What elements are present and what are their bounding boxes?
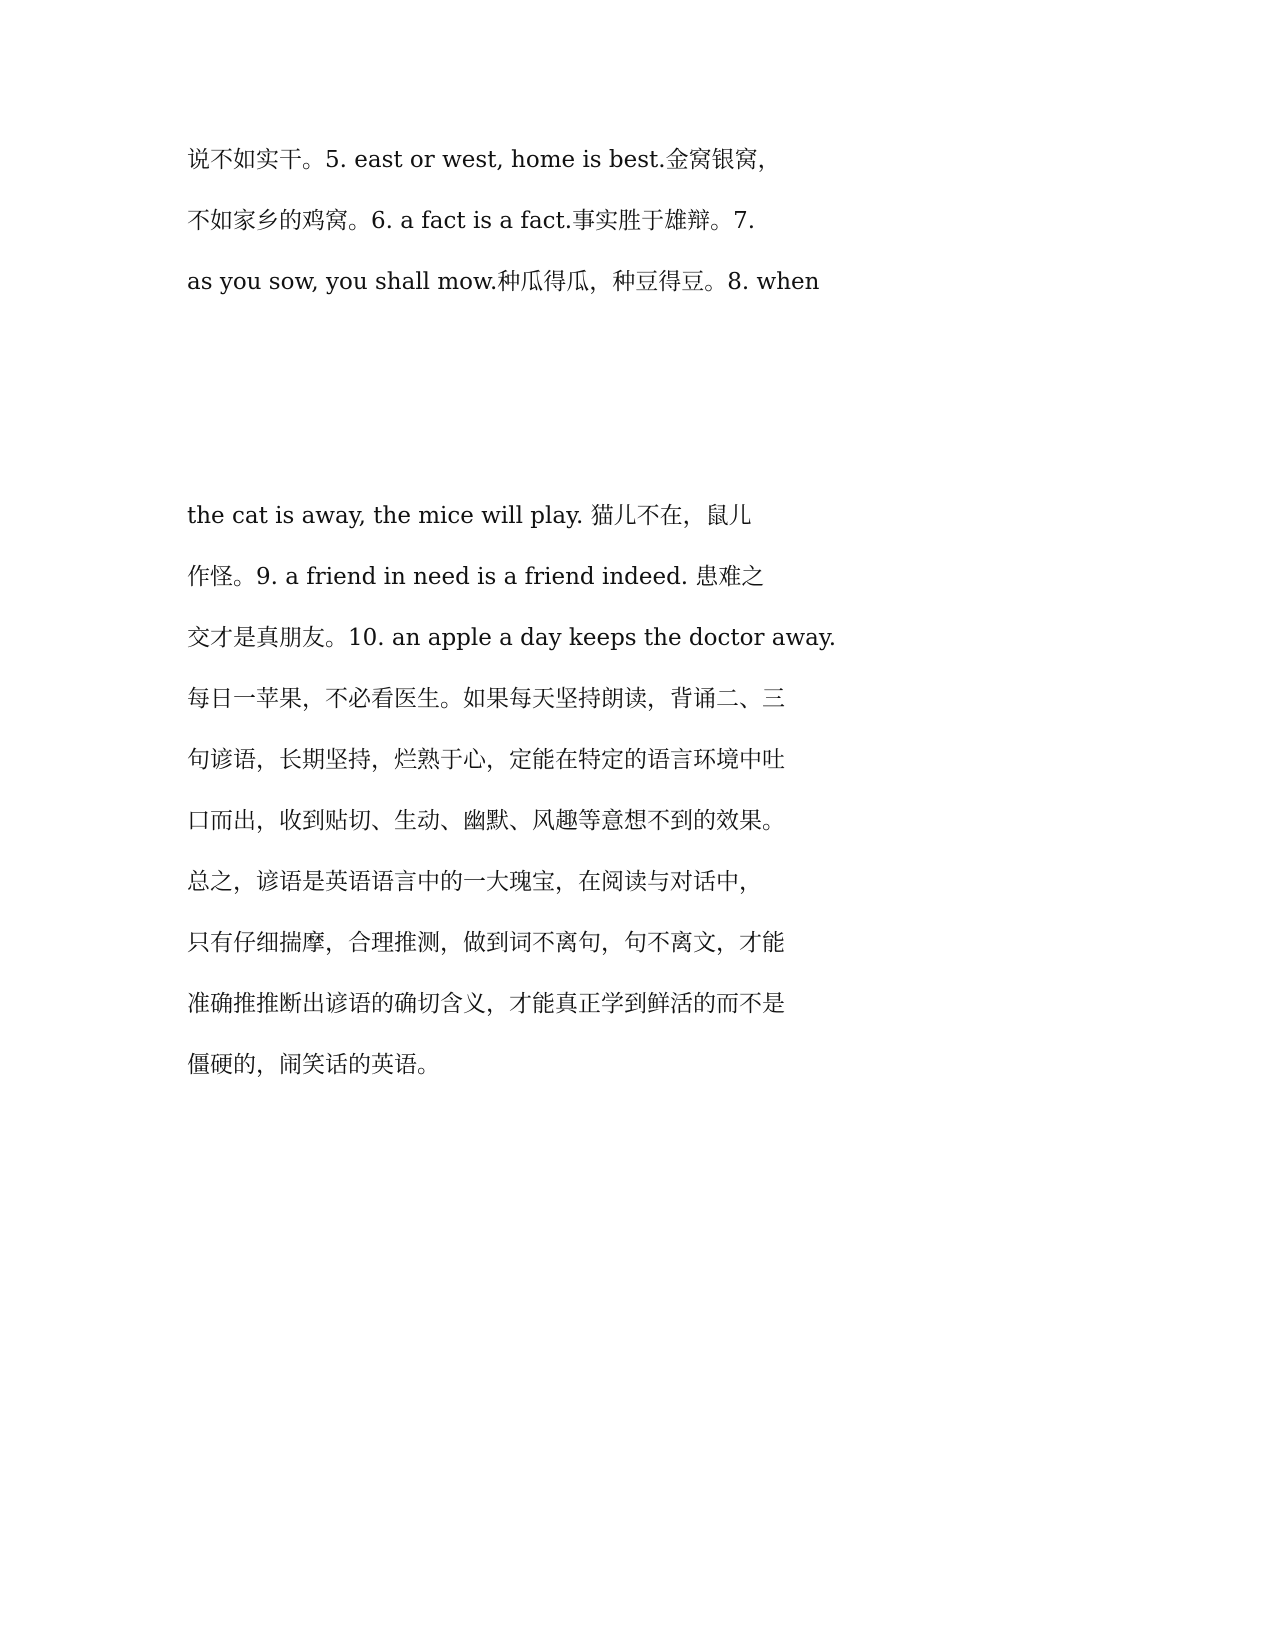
text-line: 总之，谚语是英语语言中的一大瑰宝，在阅读与对话中， [187, 869, 762, 895]
text-line: 句谚语，长期坚持，烂熟于心，定能在特定的语言环境中吐 [187, 747, 785, 773]
text-line: 僵硬的，闹笑话的英语。 [187, 1052, 440, 1078]
text-line: 准确推推断出谚语的确切含义，才能真正学到鲜活的而不是 [187, 991, 785, 1017]
text-line: 说不如实干。5. east or west, home is best.金窝银窝， [187, 147, 781, 173]
text-block-top [187, 145, 867, 328]
text-line: 交才是真朋友。10. an apple a day keeps the doctor away. [187, 625, 837, 651]
text-line: 口而出，收到贴切、生动、幽默、风趣等意想不到的效果。 [187, 808, 785, 834]
text-line: 只有仔细揣摩，合理推测，做到词不离句，句不离文，才能 [187, 930, 785, 956]
text-line: 每日一苹果，不必看医生。如果每天坚持朗读，背诵二、三 [187, 686, 785, 712]
text-line: 不如家乡的鸡窝。6. a fact is a fact.事实胜于雄辩。7. [187, 208, 756, 234]
text-line: as you sow, you shall mow.种瓜得瓜，种豆得豆。8. when [187, 269, 820, 295]
text-line: the cat is away, the mice will play. 猫儿不在，鼠儿 [187, 503, 752, 529]
text-line: 作怪。9. a friend in need is a friend indeed. 患难之 [187, 564, 765, 590]
text-block-bottom [187, 501, 867, 1111]
